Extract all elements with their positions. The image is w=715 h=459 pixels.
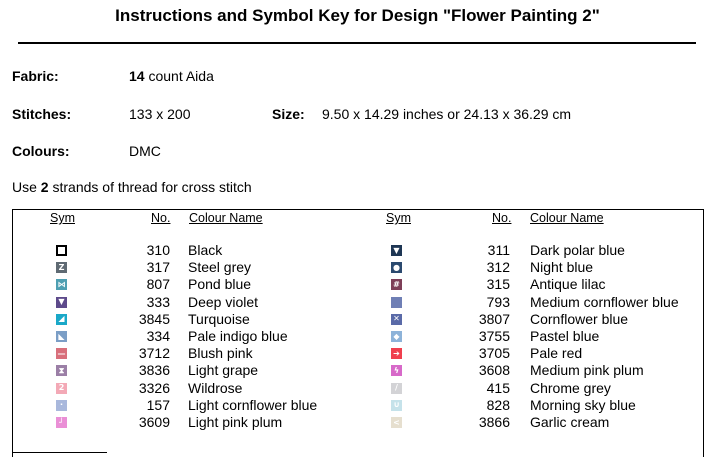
right-thread-number: 793 bbox=[486, 293, 510, 310]
right-thread-number: 315 bbox=[486, 276, 510, 293]
left-thread-number: 3845 bbox=[138, 310, 170, 327]
corner-triangle-icon: ◢ bbox=[56, 314, 67, 325]
left-colour-name: Deep violet bbox=[188, 293, 259, 310]
hourglass-icon: ⧗ bbox=[56, 365, 67, 376]
fabric-value bbox=[129, 68, 214, 84]
size-label: Size: bbox=[272, 106, 305, 122]
right-thread-number: 3807 bbox=[478, 310, 510, 327]
stitches-label: Stitches: bbox=[12, 106, 72, 122]
right-colour-name: Medium cornflower blue bbox=[530, 293, 679, 310]
dash-icon: — bbox=[57, 348, 66, 358]
slash-icon: / bbox=[391, 383, 402, 394]
header-no-left: No. bbox=[151, 211, 171, 225]
corner-bracket-icon: ┘ bbox=[56, 417, 67, 428]
right-thread-number: 312 bbox=[486, 259, 510, 276]
fabric-type: count Aida bbox=[144, 68, 214, 84]
zigzag-icon: ϟ bbox=[391, 365, 402, 376]
right-colour-name: Cornflower blue bbox=[530, 310, 629, 327]
right-colour-name: Pale red bbox=[530, 345, 583, 362]
instruction-suffix: strands of thread for cross stitch bbox=[48, 179, 252, 195]
right-colour-name: Garlic cream bbox=[530, 414, 610, 430]
arrow-right-icon: ➔ bbox=[391, 348, 402, 359]
left-thread-number: 310 bbox=[146, 242, 170, 258]
left-thread-number: 333 bbox=[146, 293, 170, 310]
fabric-count: 14 bbox=[129, 68, 145, 84]
right-thread-number: 3866 bbox=[478, 414, 510, 430]
header-sym-left: Sym bbox=[50, 211, 75, 225]
left-colour-name: Light grape bbox=[188, 362, 259, 379]
left-colour-name: Wildrose bbox=[188, 379, 243, 396]
header-name-right: Colour Name bbox=[530, 211, 604, 225]
left-thread-number: 317 bbox=[146, 259, 170, 276]
less-than-icon: < bbox=[391, 417, 402, 428]
hollow-square-icon bbox=[56, 245, 67, 256]
left-thread-number: 334 bbox=[146, 328, 170, 344]
right-colour-name: Night blue bbox=[530, 259, 594, 276]
colours-value: DMC bbox=[129, 143, 161, 159]
right-colour-name: Pastel blue bbox=[530, 328, 600, 344]
down-triangle-icon: ▼ bbox=[56, 297, 67, 308]
left-colour-name: Black bbox=[188, 242, 223, 258]
colours-label: Colours: bbox=[12, 143, 70, 159]
bowtie-icon: ⋈ bbox=[57, 279, 66, 289]
left-colour-name: Turquoise bbox=[188, 310, 250, 327]
circle-icon: ● bbox=[391, 262, 402, 273]
right-colour-name: Chrome grey bbox=[530, 379, 611, 396]
title-underline bbox=[18, 42, 696, 44]
left-colour-name: Pale indigo blue bbox=[188, 328, 288, 344]
lower-left-triangle-icon: ◣ bbox=[56, 331, 67, 342]
left-thread-number: 3609 bbox=[138, 414, 170, 430]
left-colour-name: Light cornflower blue bbox=[188, 396, 318, 413]
diamond-icon: ◆ bbox=[391, 331, 402, 342]
left-thread-number: 157 bbox=[146, 396, 170, 413]
left-colour-name: Pond blue bbox=[188, 276, 252, 293]
footer-rule bbox=[12, 452, 107, 453]
strand-count: 2 bbox=[40, 179, 49, 195]
header-name-left: Colour Name bbox=[189, 211, 263, 225]
cup-icon: ∪ bbox=[391, 400, 402, 411]
left-colour-name: Steel grey bbox=[188, 259, 252, 276]
thread-instruction bbox=[12, 179, 252, 195]
dot-icon: · bbox=[56, 400, 67, 411]
right-thread-number: 3705 bbox=[478, 345, 510, 362]
right-colour-name: Medium pink plum bbox=[530, 362, 644, 379]
left-thread-number: 3326 bbox=[138, 379, 170, 396]
solid-square-icon bbox=[391, 297, 402, 308]
left-colour-name: Blush pink bbox=[188, 345, 253, 362]
cross-icon: ✕ bbox=[391, 314, 402, 325]
left-thread-number: 3836 bbox=[138, 362, 170, 379]
z-symbol-icon: Z bbox=[56, 262, 67, 273]
document-title: Instructions and Symbol Key for Design "Flower Painting 2" bbox=[115, 6, 600, 25]
header-sym-right: Sym bbox=[386, 211, 411, 225]
right-thread-number: 3755 bbox=[478, 328, 510, 344]
right-thread-number: 3608 bbox=[478, 362, 510, 379]
size-value: 9.50 x 14.29 inches or 24.13 x 36.29 cm bbox=[322, 106, 572, 122]
right-thread-number: 415 bbox=[486, 379, 510, 396]
instruction-prefix: Use bbox=[12, 179, 41, 195]
left-thread-number: 3712 bbox=[138, 345, 170, 362]
right-colour-name: Dark polar blue bbox=[530, 242, 625, 258]
hash-icon: # bbox=[391, 279, 402, 290]
two-symbol-icon: 2 bbox=[56, 383, 67, 394]
left-thread-number: 807 bbox=[146, 276, 170, 293]
right-thread-number: 828 bbox=[486, 396, 510, 413]
right-colour-name: Morning sky blue bbox=[530, 396, 636, 413]
right-colour-name: Antique lilac bbox=[530, 276, 606, 293]
fabric-label: Fabric: bbox=[12, 68, 59, 84]
stitches-value: 133 x 200 bbox=[129, 106, 191, 122]
left-colour-name: Light pink plum bbox=[188, 414, 283, 430]
header-no-right: No. bbox=[492, 211, 512, 225]
shield-icon: ▼ bbox=[391, 245, 402, 256]
right-thread-number: 311 bbox=[487, 242, 510, 258]
